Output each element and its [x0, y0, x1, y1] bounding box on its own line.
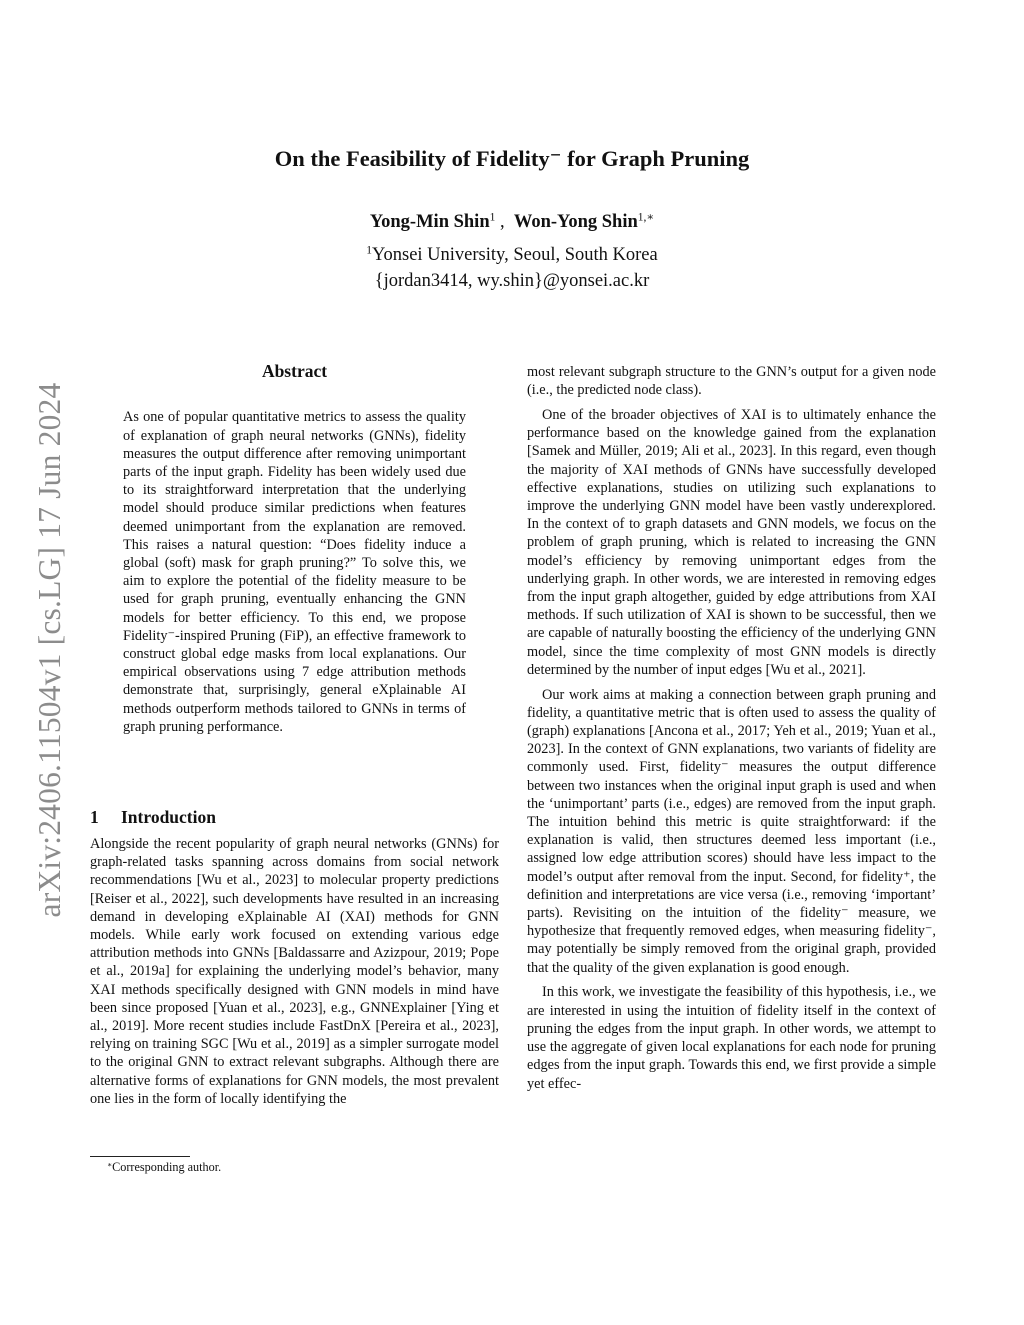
author-affil-mark: 1: [489, 211, 496, 224]
abstract-text: As one of popular quantitative metrics to assess the quality of explanation of graph neural networks (GNNs), fidelity measures the output difference after removing unimportant parts of the input graph. Fidelity has been widely used due to its straightforward interpretation that the underlying model should produce similar predictions when features deemed unimportant from the explanation are removed. This raises a natural question: “Does fidelity induce a global (soft) mask for graph pruning?” To solve this, we aim to explore the potential of the fidelity measure to be used for graph pruning, eventually enhancing the GNN models for better efficiency. To this end, we propose Fidelity⁻-inspired Pruning (FiP), an effective framework to construct global edge masks from local explanations. Our empirical observations using 7 edge attribution methods demonstrate that, surprisingly, general eXplainable AI methods outperform methods tailored to GNNs in terms of graph pruning performance.: [123, 409, 466, 735]
author-line: [90, 212, 934, 233]
paper-title: On the Feasibility of Fidelity⁻ for Graph Pruning: [274, 146, 750, 171]
author-separator: ,: [495, 212, 514, 232]
section-number: 1: [90, 807, 99, 827]
author-emails: {jordan3414, wy.shin}@yonsei.ac.kr: [374, 271, 650, 291]
affiliation-mark: 1: [366, 244, 372, 257]
body-paragraph: Alongside the recent popularity of graph neural networks (GNNs) for graph-related tasks spanning across domains from social network recommendations [Wu et al., 2023] to molecular property predictions [Reiser et al., 2022], such developments have resulted in an increasing demand in developing eXplainable AI (XAI) methods for GNN models. While early work focused on extending various edge attribution methods into GNNs [Baldassarre and Azizpour, 2019; Pope et al., 2019a] for explaining the underlying model’s behavior, many XAI methods specifically designed with GNN models in mind have been since proposed [Yuan et al., 2023], e.g., GNNExplainer [Ying et al., 2019]. More recent studies include FastDnX [Pereira et al., 2023], relying on training SGC [Wu et al., 2019] as a simpler surrogate model to the original GNN to extract relevant subgraphs. Although there are alternative forms of explanations for GNN models, the most prevalent one lies in the form of locally identifying the: [90, 836, 499, 1107]
section-title: Introduction: [121, 807, 216, 827]
author-name: Won-Yong Shin: [513, 212, 638, 232]
abstract-heading: Abstract: [261, 361, 328, 381]
affiliation-text: Yonsei University, Seoul, South Korea: [372, 245, 658, 265]
body-paragraph: One of the broader objectives of XAI is to ultimately enhance the performance based on the knowledge gained from the explanation [Samek and Müller, 2019; Ali et al., 2023]. In this regard, even though the majority of XAI methods of GNNs have successfully developed effective explanations, studies on utilizing such explanations to improve the underlying GNN model have been vastly underexplored. In the context of to graph datasets and GNN models, we focus on the problem of graph pruning, which is related to increasing the GNN model’s efficiency by removing unimportant edges from the underlying graph. In other words, we are interested in removing edges from the input graph altogether, guided by edge attributions from XAI methods. If such utilization of XAI is shown to be successful, then we are capable of naturally boosting the efficiency of the underlying GNN model, since the time complexity of most GNN models is directly determined by the number of input edges [Wu et al., 2021].: [527, 407, 936, 678]
footnote-text: Corresponding author.: [112, 1160, 222, 1174]
body-paragraph: Our work aims at making a connection between graph pruning and fidelity, a quantitative metric that is often used to assess the quality of (graph) explanations [Ancona et al., 2017; Yeh et al., 2019; Yuan et al., 2023]. In the context of GNN explanations, two variants of fidelity are commonly used. First, fidelity⁻ measures the output difference between two instances when the original input graph is used and when the ‘unimportant’ parts (i.e., edges) are removed from the input graph. The intuition behind this metric is quite straightforward: if the explanation is valid, then structures deemed less important (i.e., assigned low edge attribution scores) should have less impact to the model’s output after removal from the input. Second, for fidelity⁺, the definition and interpretations are vice versa (i.e., removing ‘important’ parts). Revisiting on the intuition of the fidelity⁻ measure, we hypothesize that frequently removed edges, when measuring fidelity⁻, may potentially be simply removed from the original graph, provided that the quality of the given explanation is good enough.: [527, 686, 936, 976]
right-column-body: [527, 363, 936, 1093]
affiliation-block: [90, 242, 934, 294]
author-affil-mark: 1,∗: [637, 211, 655, 224]
footnote-mark: ∗: [107, 1159, 113, 1169]
arxiv-id: arXiv:2406.11504v1 [cs.LG] 17 Jun 2024: [32, 382, 67, 918]
section-heading: [90, 807, 216, 828]
arxiv-sidebar-stamp: [30, 358, 70, 942]
body-paragraph: most relevant subgraph structure to the GNN’s output for a given node (i.e., the predicted node class).: [527, 364, 936, 399]
left-column-body: [90, 835, 499, 1108]
footnote: [107, 1160, 221, 1175]
body-paragraph: In this work, we investigate the feasibility of this hypothesis, i.e., we are interested in using the intuition of fidelity itself in the context of pruning the edges from the input graph. In other words, we attempt to use the aggregate of given local explanations for each node for pruning edges from the input graph. Towards this end, we first provide a simple yet effec-: [527, 984, 936, 1092]
author-name: Yong-Min Shin: [369, 212, 490, 232]
footnote-rule: [90, 1156, 190, 1157]
